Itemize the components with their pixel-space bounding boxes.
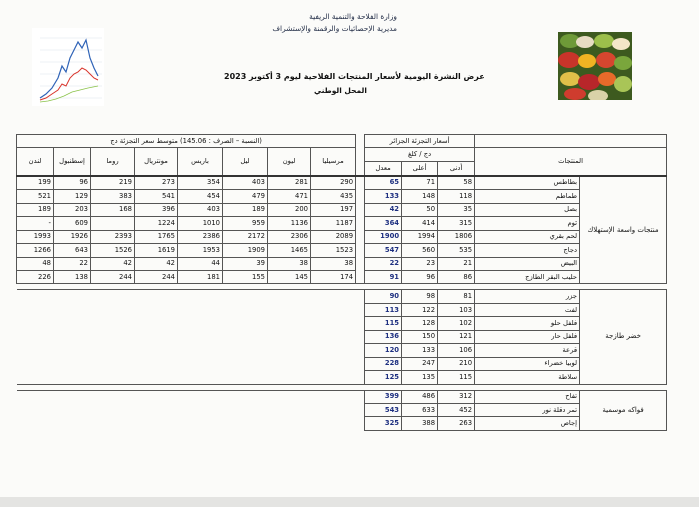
prices-table — [16, 134, 666, 431]
intl-price-cell: 2172 — [223, 230, 268, 243]
prices-grid — [16, 134, 667, 431]
intl-price-cell: 354 — [178, 176, 223, 190]
intl-price-cell: 609 — [54, 217, 91, 230]
product-name-cell: قرعة — [475, 344, 580, 357]
product-name-cell: طماطم — [475, 190, 580, 203]
intl-price-cell: 290 — [311, 176, 356, 190]
city-header: ليل — [223, 148, 268, 176]
average-price-cell: 91 — [365, 271, 402, 284]
product-name-cell: جزر — [475, 290, 580, 303]
intl-price-cell: 1953 — [178, 244, 223, 257]
intl-price-cell: 435 — [311, 190, 356, 203]
intl-price-cell: 48 — [17, 257, 54, 270]
low-price-cell: 315 — [438, 217, 475, 230]
bulletin-title: عرض النشرة اليومية لأسعار المنتجات الفلاحية ليوم 3 أكتوبر 2023 — [224, 72, 485, 81]
intl-price-cell: 403 — [178, 203, 223, 216]
intl-price-cell: 2386 — [178, 230, 223, 243]
product-name-cell: لفت — [475, 303, 580, 316]
intl-price-cell: 129 — [54, 190, 91, 203]
city-header: لندن — [17, 148, 54, 176]
average-price-cell: 125 — [365, 371, 402, 384]
average-price-cell: 547 — [365, 244, 402, 257]
average-price-cell: 22 — [365, 257, 402, 270]
low-price-cell: 86 — [438, 271, 475, 284]
spacer-cell — [356, 190, 365, 203]
intl-price-cell: 38 — [311, 257, 356, 270]
intl-price-cell: 521 — [17, 190, 54, 203]
intl-price-cell: 643 — [54, 244, 91, 257]
intl-price-cell: - — [17, 217, 54, 230]
city-header: روما — [91, 148, 135, 176]
low-price-cell: 115 — [438, 371, 475, 384]
low-price-cell: 263 — [438, 417, 475, 431]
intl-price-cell: 1619 — [135, 244, 178, 257]
city-header: ليون — [268, 148, 311, 176]
intl-price-cell: 2393 — [91, 230, 135, 243]
table-row — [17, 271, 667, 284]
category-cell: خضر طازجة — [580, 290, 667, 384]
city-header: إسطنبول — [54, 148, 91, 176]
intl-price-cell — [91, 217, 135, 230]
low-price-cell: 312 — [438, 390, 475, 403]
average-price-cell: 325 — [365, 417, 402, 431]
algiers-prices-header: أسعار التجزئة الجزائر — [365, 135, 475, 148]
high-price-cell: 486 — [402, 390, 438, 403]
intl-price-cell: 281 — [268, 176, 311, 190]
intl-price-cell: 203 — [54, 203, 91, 216]
intl-price-cell: 1993 — [17, 230, 54, 243]
city-header: مونتريال — [135, 148, 178, 176]
product-name-cell: تفاح — [475, 390, 580, 403]
spacer-cell — [356, 257, 365, 270]
spacer-cell — [356, 161, 365, 175]
low-price-cell: 452 — [438, 403, 475, 416]
spacer-cell — [356, 148, 365, 161]
bottom-margin — [0, 497, 699, 507]
intl-price-cell: 219 — [91, 176, 135, 190]
average-price-cell: 1900 — [365, 230, 402, 243]
high-price-cell: 633 — [402, 403, 438, 416]
intl-price-cell: 168 — [91, 203, 135, 216]
intl-price-cell: 479 — [223, 190, 268, 203]
product-name-cell: بطاطس — [475, 176, 580, 190]
low-price-cell: 121 — [438, 330, 475, 343]
product-name-cell: دجاج — [475, 244, 580, 257]
intl-price-cell: 403 — [223, 176, 268, 190]
bulletin-subtitle: المحل الوطني — [314, 86, 367, 95]
average-price-cell: 543 — [365, 403, 402, 416]
intl-price-cell: 1010 — [178, 217, 223, 230]
spacer-cell — [356, 271, 365, 284]
high-header: أعلى — [402, 161, 438, 175]
product-name-cell: فلفل حلو — [475, 317, 580, 330]
intl-price-cell: 44 — [178, 257, 223, 270]
city-header: باريس — [178, 148, 223, 176]
product-name-cell: ثوم — [475, 217, 580, 230]
high-price-cell: 71 — [402, 176, 438, 190]
intl-price-cell: 541 — [135, 190, 178, 203]
directorate-name: مديرية الإحصائيات والرقمنة والإستشراف — [272, 24, 397, 33]
table-row — [17, 203, 667, 216]
intl-price-cell: 1187 — [311, 217, 356, 230]
empty-header-cell — [475, 135, 667, 148]
spacer-cell — [356, 176, 365, 190]
average-price-cell: 399 — [365, 390, 402, 403]
intl-price-cell: 138 — [54, 271, 91, 284]
low-price-cell: 118 — [438, 190, 475, 203]
category-cell: منتجات واسعة الإستهلاك — [580, 176, 667, 284]
vegetables-photo — [558, 32, 632, 100]
unit-label: دج / كلغ — [365, 148, 475, 161]
low-price-cell: 21 — [438, 257, 475, 270]
intl-price-cell: 38 — [268, 257, 311, 270]
intl-price-cell: 1909 — [223, 244, 268, 257]
average-price-cell: 65 — [365, 176, 402, 190]
intl-price-cell: 959 — [223, 217, 268, 230]
low-price-cell: 103 — [438, 303, 475, 316]
average-price-cell: 42 — [365, 203, 402, 216]
products-header: المنتجات — [475, 148, 667, 176]
spacer-cell — [356, 244, 365, 257]
intl-price-cell: 396 — [135, 203, 178, 216]
category-cell: فواكه موسمية — [580, 390, 667, 431]
table-row — [17, 190, 667, 203]
intl-price-cell: 2306 — [268, 230, 311, 243]
high-price-cell: 414 — [402, 217, 438, 230]
table-row — [17, 244, 667, 257]
low-price-cell: 535 — [438, 244, 475, 257]
table-row — [17, 217, 667, 230]
average-price-cell: 364 — [365, 217, 402, 230]
average-price-cell: 113 — [365, 303, 402, 316]
intl-price-cell: 197 — [311, 203, 356, 216]
high-price-cell: 150 — [402, 330, 438, 343]
intl-price-cell: 96 — [54, 176, 91, 190]
average-price-cell: 136 — [365, 330, 402, 343]
high-price-cell: 133 — [402, 344, 438, 357]
intl-prices-header: (النسبة – الصرف : 145.06) متوسط سعر التجزئة دج — [17, 135, 356, 148]
high-price-cell: 122 — [402, 303, 438, 316]
high-price-cell: 1994 — [402, 230, 438, 243]
product-name-cell: إجاص — [475, 417, 580, 431]
product-name-cell: سلاطة — [475, 371, 580, 384]
intl-price-cell: 1136 — [268, 217, 311, 230]
product-name-cell: فلفل حار — [475, 330, 580, 343]
average-price-cell: 228 — [365, 357, 402, 370]
intl-price-cell: 199 — [17, 176, 54, 190]
intl-price-cell: 145 — [268, 271, 311, 284]
intl-price-cell: 155 — [223, 271, 268, 284]
table-row — [17, 257, 667, 270]
intl-price-cell: 1526 — [91, 244, 135, 257]
intl-price-cell: 181 — [178, 271, 223, 284]
intl-price-cell: 39 — [223, 257, 268, 270]
intl-price-cell: 383 — [91, 190, 135, 203]
intl-price-cell: 244 — [135, 271, 178, 284]
header-row-2 — [17, 148, 667, 161]
intl-price-cell: 226 — [17, 271, 54, 284]
intl-price-cell: 22 — [54, 257, 91, 270]
high-price-cell: 560 — [402, 244, 438, 257]
intl-price-cell: 2089 — [311, 230, 356, 243]
intl-price-cell: 42 — [91, 257, 135, 270]
table-row — [17, 230, 667, 243]
avg-header: معدل — [365, 161, 402, 175]
product-name-cell: حليب البقر الطازج — [475, 271, 580, 284]
intl-price-cell: 42 — [135, 257, 178, 270]
low-price-cell: 210 — [438, 357, 475, 370]
intl-price-cell: 273 — [135, 176, 178, 190]
product-name-cell: البيض — [475, 257, 580, 270]
intl-price-cell: 174 — [311, 271, 356, 284]
blank-region — [17, 390, 365, 431]
ministry-name: وزارة الفلاحة والتنمية الريفية — [309, 12, 397, 21]
price-chart-thumbnail — [32, 28, 104, 106]
header-row-1 — [17, 135, 667, 148]
intl-price-cell: 1926 — [54, 230, 91, 243]
intl-price-cell: 1266 — [17, 244, 54, 257]
intl-price-cell: 200 — [268, 203, 311, 216]
product-name-cell: لحم بقري — [475, 230, 580, 243]
intl-price-cell: 1465 — [268, 244, 311, 257]
city-header: مرسيليا — [311, 148, 356, 176]
high-price-cell: 128 — [402, 317, 438, 330]
high-price-cell: 388 — [402, 417, 438, 431]
high-price-cell: 98 — [402, 290, 438, 303]
average-price-cell: 120 — [365, 344, 402, 357]
low-price-cell: 81 — [438, 290, 475, 303]
low-price-cell: 102 — [438, 317, 475, 330]
high-price-cell: 50 — [402, 203, 438, 216]
blank-region — [17, 290, 365, 384]
spacer-cell — [356, 230, 365, 243]
intl-price-cell: 189 — [223, 203, 268, 216]
spacer-cell — [356, 135, 365, 148]
high-price-cell: 148 — [402, 190, 438, 203]
spacer-cell — [356, 217, 365, 230]
intl-price-cell: 189 — [17, 203, 54, 216]
intl-price-cell: 471 — [268, 190, 311, 203]
low-price-cell: 58 — [438, 176, 475, 190]
product-name-cell: بصل — [475, 203, 580, 216]
intl-price-cell: 1523 — [311, 244, 356, 257]
high-price-cell: 23 — [402, 257, 438, 270]
product-name-cell: تمر دقلة نور — [475, 403, 580, 416]
intl-price-cell: 1765 — [135, 230, 178, 243]
table-row — [17, 176, 667, 190]
table-row — [17, 290, 667, 303]
low-header: أدنى — [438, 161, 475, 175]
high-price-cell: 135 — [402, 371, 438, 384]
low-price-cell: 35 — [438, 203, 475, 216]
low-price-cell: 1806 — [438, 230, 475, 243]
high-price-cell: 247 — [402, 357, 438, 370]
table-row — [17, 390, 667, 403]
intl-price-cell: 454 — [178, 190, 223, 203]
spacer-cell — [356, 203, 365, 216]
average-price-cell: 90 — [365, 290, 402, 303]
low-price-cell: 106 — [438, 344, 475, 357]
intl-price-cell: 1224 — [135, 217, 178, 230]
high-price-cell: 96 — [402, 271, 438, 284]
intl-price-cell: 244 — [91, 271, 135, 284]
average-price-cell: 115 — [365, 317, 402, 330]
product-name-cell: لوبيا خضراء — [475, 357, 580, 370]
average-price-cell: 133 — [365, 190, 402, 203]
